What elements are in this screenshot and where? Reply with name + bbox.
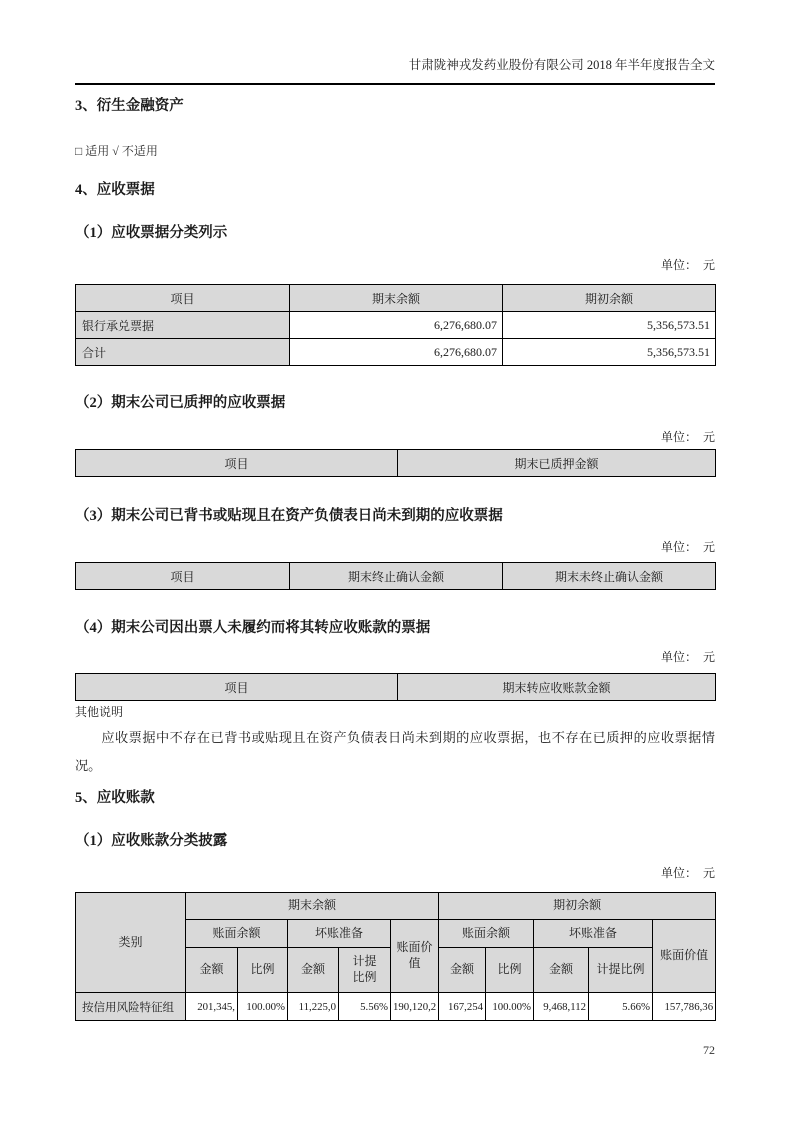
header-closing-provision-ratio: 计提比例 — [339, 948, 391, 993]
row-closing-value: 6,276,680.07 — [290, 312, 503, 339]
subheading-ar-classification: （1）应收账款分类披露 — [75, 833, 228, 849]
header-closing-balance: 期末余额 — [186, 893, 439, 920]
table-header-row — [76, 563, 716, 590]
header-opening-bad-amount: 金额 — [534, 948, 589, 993]
header-opening-provision-ratio: 计提比例 — [589, 948, 653, 993]
subheading-endorsed-notes: （3）期末公司已背书或贴现且在资产负债表日尚未到期的应收票据 — [75, 508, 503, 524]
applicable-checkbox-line: □ 适用 √ 不适用 — [75, 144, 158, 158]
subheading-pledged-notes: （2）期末公司已质押的应收票据 — [75, 395, 286, 411]
row-item-label: 银行承兑票据 — [76, 312, 290, 339]
transferred-notes-table — [75, 673, 716, 701]
other-note-paragraph: 应收票据中不存在已背书或贴现且在资产负债表日尚未到期的应收票据，也不存在已质押的应收票据情况。 — [75, 730, 715, 773]
cell-opening-bad-amount: 9,468,112 — [534, 993, 589, 1021]
column-header-closing: 期末余额 — [290, 285, 503, 312]
unit-label-1: 单位： 元 — [660, 258, 715, 272]
cell-closing-bad-amount: 11,225,0 — [288, 993, 339, 1021]
header-closing-bad-debt: 坏账准备 — [288, 920, 391, 948]
column-header-item: 项目 — [76, 285, 290, 312]
header-opening-book-value: 账面价值 — [653, 920, 716, 993]
column-header-opening: 期初余额 — [503, 285, 716, 312]
cell-opening-ratio: 100.00% — [486, 993, 534, 1021]
unit-label-3: 单位： 元 — [660, 540, 715, 554]
section-heading-notes-receivable: 4、应收票据 — [75, 182, 155, 198]
total-label: 合计 — [76, 339, 290, 366]
cell-opening-amount: 167,254 — [439, 993, 486, 1021]
header-opening-balance: 期初余额 — [439, 893, 716, 920]
section-heading-accounts-receivable: 5、应收账款 — [75, 790, 155, 806]
ar-classification-table — [75, 892, 716, 1021]
header-closing-book-value: 账面价值 — [391, 920, 439, 993]
running-header — [75, 55, 715, 85]
header-opening-book-balance: 账面余额 — [439, 920, 534, 948]
column-header-item: 项目 — [76, 674, 398, 701]
column-header-item: 项目 — [76, 450, 398, 477]
section-heading-derivative-assets: 3、衍生金融资产 — [75, 98, 184, 114]
table-header-row — [76, 450, 716, 477]
pledged-notes-table — [75, 449, 716, 477]
column-header-item: 项目 — [76, 563, 290, 590]
header-closing-amount: 金额 — [186, 948, 238, 993]
header-closing-bad-amount: 金额 — [288, 948, 339, 993]
unit-label-2: 单位： 元 — [660, 430, 715, 444]
page-number: 72 — [703, 1043, 715, 1057]
column-header-derecognized: 期末终止确认金额 — [290, 563, 503, 590]
subheading-notes-classification: （1）应收票据分类列示 — [75, 225, 228, 241]
cell-category: 按信用风险特征组 — [76, 993, 186, 1021]
header-opening-ratio: 比例 — [486, 948, 534, 993]
other-note-label: 其他说明 — [75, 705, 124, 719]
table-row — [76, 312, 716, 339]
cell-closing-amount: 201,345, — [186, 993, 238, 1021]
column-header-not-derecognized: 期末未终止确认金额 — [503, 563, 716, 590]
cell-closing-provision-ratio: 5.56% — [339, 993, 391, 1021]
unit-label-4: 单位： 元 — [660, 650, 715, 664]
total-opening-value: 5,356,573.51 — [503, 339, 716, 366]
header-category: 类别 — [76, 893, 186, 993]
table-header-row — [76, 285, 716, 312]
cell-opening-provision-ratio: 5.66% — [589, 993, 653, 1021]
unit-label-5: 单位： 元 — [660, 866, 715, 880]
column-header-pledged-amount: 期末已质押金额 — [398, 450, 716, 477]
cell-opening-book-value: 157,786,36 — [653, 993, 716, 1021]
running-header-title: 甘肃陇神戎发药业股份有限公司 2018 年半年度报告全文 — [408, 58, 715, 72]
row-opening-value: 5,356,573.51 — [503, 312, 716, 339]
total-closing-value: 6,276,680.07 — [290, 339, 503, 366]
subheading-transferred-notes: （4）期末公司因出票人未履约而将其转应收账款的票据 — [75, 620, 431, 636]
header-closing-ratio: 比例 — [238, 948, 288, 993]
header-opening-bad-debt: 坏账准备 — [534, 920, 653, 948]
endorsed-notes-table — [75, 562, 716, 590]
header-opening-amount: 金额 — [439, 948, 486, 993]
header-closing-book-balance: 账面余额 — [186, 920, 288, 948]
cell-closing-ratio: 100.00% — [238, 993, 288, 1021]
table-header-row — [76, 674, 716, 701]
notes-classification-table — [75, 284, 716, 366]
header-row-1 — [76, 893, 716, 920]
data-row-credit-risk-group — [76, 993, 716, 1021]
column-header-transferred-amount: 期末转应收账款金额 — [398, 674, 716, 701]
cell-closing-book-value: 190,120,2 — [391, 993, 439, 1021]
table-row-total — [76, 339, 716, 366]
